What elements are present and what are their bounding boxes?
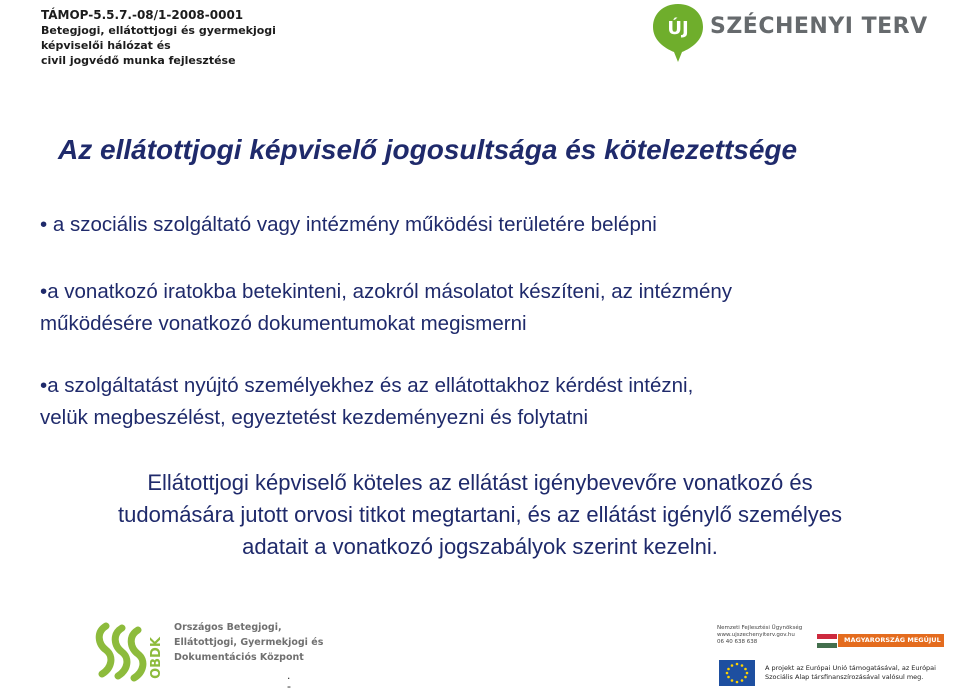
obdk-name-line: Országos Betegjogi,: [174, 622, 282, 633]
footer-mark: .: [287, 668, 291, 682]
bullet-marker: •: [40, 280, 48, 303]
szechenyi-terv-name: SZÉCHENYI TERV: [710, 14, 928, 39]
project-line: képviselői hálózat és: [41, 39, 171, 52]
footer-marks: [287, 670, 291, 692]
nfu-agency-line: Nemzeti Fejlesztési Ügynökség: [717, 625, 803, 631]
bullet-marker: •: [40, 213, 48, 236]
bullet-item: [40, 276, 920, 340]
obdk-emblem-icon: [92, 618, 174, 690]
bullet-text: a szolgáltatást nyújtó személyekhez és az ellátottakhoz kérdést intézni,: [47, 374, 694, 397]
project-line: civil jogvédő munka fejlesztése: [41, 54, 236, 67]
obligation-line: adatait a vonatkozó jogszabályok szerint kezelni.: [242, 534, 718, 559]
eu-funding-line: A projekt az Európai Unió támogatásával, az Európai: [765, 664, 936, 672]
project-header: [41, 8, 301, 68]
eu-flag-icon: [719, 660, 755, 686]
bullet-item: [40, 370, 920, 434]
project-code: TÁMOP-5.5.7.-08/1-2008-0001: [41, 8, 244, 22]
szechenyi-terv-logo: [650, 2, 950, 64]
magyarorszag-megujul-badge: MAGYARORSZÁG MEGÚJUL: [838, 634, 944, 647]
obdk-name-line: Dokumentációs Központ: [174, 652, 304, 663]
obligation-paragraph: [30, 467, 930, 563]
bullet-marker: •: [40, 374, 48, 397]
hungarian-flag-icon: [817, 634, 837, 648]
bullet-text: a vonatkozó iratokba betekinteni, azokról másolatot készíteni, az intézmény: [47, 280, 733, 303]
bullet-text: működésére vonatkozó dokumentumokat megismerni: [40, 312, 527, 335]
obdk-name-line: Ellátottjogi, Gyermekjogi és: [174, 637, 324, 648]
bullet-item: [40, 209, 920, 241]
nfu-agency-line: 06 40 638 638: [717, 639, 758, 645]
obligation-line: Ellátottjogi képviselő köteles az ellátást igénybevevőre vonatkozó és: [147, 470, 813, 495]
bullet-text: a szociális szolgáltató vagy intézmény működési területére belépni: [52, 213, 657, 236]
page-title: Az ellátottjogi képviselő jogosultsága és kötelezettsége: [58, 134, 798, 165]
obdk-name: [174, 620, 323, 665]
bullet-text: velük megbeszélést, egyeztetést kezdeményezni és folytatni: [40, 406, 589, 429]
nfu-agency: [717, 625, 802, 646]
obligation-line: tudomására jutott orvosi titkot megtartani, és az ellátást igénylő személyes: [118, 502, 842, 527]
eu-funding-text: [765, 664, 936, 682]
obdk-acronym: OBDK: [149, 637, 164, 679]
footer-mark: -: [287, 679, 291, 693]
uj-badge-icon: [650, 2, 708, 64]
project-line: Betegjogi, ellátottjogi és gyermekjogi: [41, 24, 276, 37]
eu-funding-logo: [707, 622, 955, 694]
obdk-logo: [92, 618, 324, 693]
eu-funding-line: Szociális Alap társfinanszírozásával valósul meg.: [765, 673, 924, 681]
nfu-agency-line: www.ujszechenyiterv.gov.hu: [717, 632, 795, 638]
uj-badge-text: ÚJ: [667, 18, 689, 39]
